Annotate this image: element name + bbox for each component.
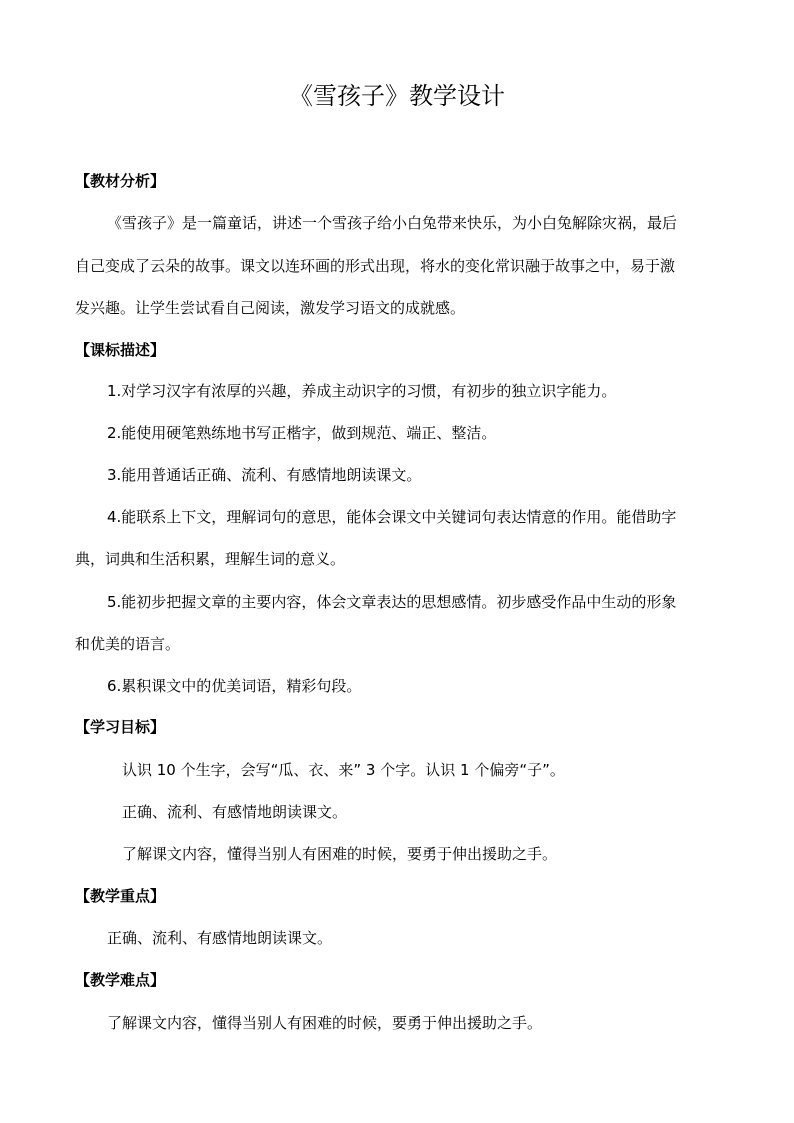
standards-line-1: 1.对学习汉字有浓厚的兴趣，养成主动识字的习惯，有初步的独立识字能力。	[107, 382, 617, 400]
standards-line-2: 2.能使用硬笔熟练地书写正楷字，做到规范、端正、整洁。	[107, 424, 497, 442]
analysis-line-3: 发兴趣。让学生尝试看自己阅读，激发学习语文的成就感。	[75, 299, 466, 317]
analysis-line-1: 《雪孩子》是一篇童话，讲述一个雪孩子给小白兔带来快乐，为小白兔解除灾祸，最后	[107, 214, 678, 232]
standards-line-7: 和优美的语言。	[75, 635, 181, 653]
heading-standards: 【课标描述】	[75, 341, 166, 359]
goals-line-1: 认识 10 个生字，会写“瓜、衣、来” 3 个字。认识 1 个偏旁“子”。	[122, 761, 565, 779]
key-points-line-1: 正确、流利、有感情地朗读课文。	[107, 929, 333, 947]
standards-line-4: 4.能联系上下文，理解词句的意思，能体会课文中关键词句表达情意的作用。能借助字	[107, 508, 677, 526]
analysis-line-2: 自己变成了云朵的故事。课文以连环画的形式出现，将水的变化常识融于故事之中，易于激	[75, 257, 676, 275]
goals-line-3: 了解课文内容，懂得当别人有困难的时候，要勇于伸出援助之手。	[122, 845, 558, 863]
heading-difficulties: 【教学难点】	[75, 971, 166, 989]
heading-key-points: 【教学重点】	[75, 887, 166, 905]
heading-analysis: 【教材分析】	[75, 172, 166, 190]
document-title: 《雪孩子》教学设计	[289, 82, 505, 110]
goals-line-2: 正确、流利、有感情地朗读课文。	[122, 803, 348, 821]
difficulties-line-1: 了解课文内容，懂得当别人有困难的时候，要勇于伸出援助之手。	[107, 1014, 543, 1032]
standards-line-3: 3.能用普通话正确、流利、有感情地朗读课文。	[107, 466, 422, 484]
standards-line-6: 5.能初步把握文章的主要内容，体会文章表达的思想感情。初步感受作品中生动的形象	[107, 593, 677, 611]
standards-line-8: 6.累积课文中的优美词语，精彩句段。	[107, 677, 362, 695]
heading-goals: 【学习目标】	[75, 718, 166, 736]
standards-line-5: 典，词典和生活积累，理解生词的意义。	[75, 550, 346, 568]
